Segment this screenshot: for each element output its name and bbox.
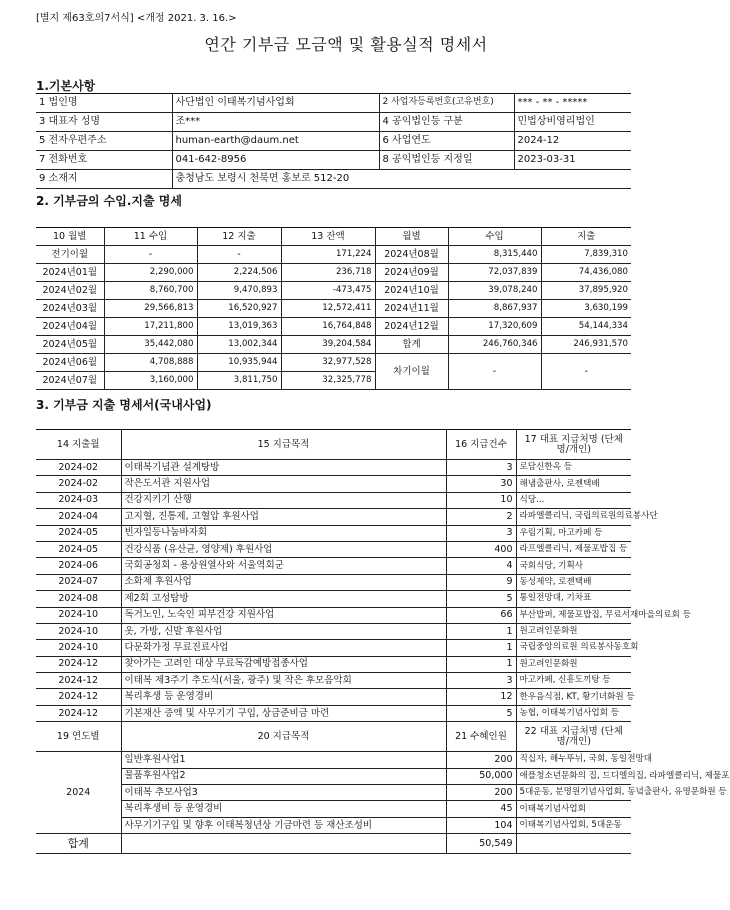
month: 2024-12 bbox=[36, 705, 121, 721]
month: 2024-10 bbox=[36, 623, 121, 639]
count: 66 bbox=[446, 607, 516, 623]
purpose: 찾아가는 고려인 대상 무료독감예방접종사업 bbox=[121, 656, 446, 672]
count: 2 bbox=[446, 509, 516, 525]
table-row bbox=[36, 817, 631, 833]
label: 5 전자우편주소 bbox=[36, 132, 172, 151]
purpose: 복리후생 등 운영경비 bbox=[121, 689, 446, 705]
month: 전기이월 bbox=[36, 246, 104, 264]
month: 2024-05 bbox=[36, 525, 121, 541]
col-header: 13 잔액 bbox=[281, 228, 375, 246]
table-row bbox=[36, 574, 631, 590]
purpose: 빈자일등나눔바자회 bbox=[121, 525, 446, 541]
recipient: 원고려인문화원 bbox=[516, 656, 631, 672]
month: 2024-04 bbox=[36, 509, 121, 525]
table-row bbox=[36, 509, 631, 525]
empty-cell bbox=[516, 834, 631, 854]
month: 2024-10 bbox=[36, 640, 121, 656]
document-title: 연간 기부금 모금액 및 활용실적 명세서 bbox=[204, 35, 488, 54]
basic-info-row bbox=[36, 113, 631, 132]
expense: 9,470,893 bbox=[197, 282, 281, 300]
purpose: 옷, 가방, 신발 후원사업 bbox=[121, 623, 446, 639]
beneficiaries: 50,000 bbox=[446, 768, 516, 784]
purpose: 기본재산 증액 및 사무기기 구입, 상금준비금 마련 bbox=[121, 705, 446, 721]
form-id: [별지 제63호의7서식] <개정 2021. 3. 16.> bbox=[36, 13, 237, 24]
header-row bbox=[36, 228, 631, 246]
income: 8,867,937 bbox=[448, 300, 541, 318]
label: 6 사업연도 bbox=[379, 132, 514, 151]
table-row bbox=[36, 336, 631, 354]
month: 2024년11월 bbox=[375, 300, 448, 318]
total-expense: 246,931,570 bbox=[541, 336, 631, 354]
recipient: 이태복기념사업회, 5대운동 bbox=[516, 817, 631, 833]
purpose: 이태복 제3주기 추도식(서울, 광주) 및 작은 후모음악회 bbox=[121, 673, 446, 689]
value: 041-642-8956 bbox=[172, 151, 379, 170]
col-header: 월별 bbox=[375, 228, 448, 246]
table-row bbox=[36, 558, 631, 574]
recipient: 식당... bbox=[516, 492, 631, 508]
year: 2024 bbox=[36, 752, 121, 834]
value: 조*** bbox=[172, 113, 379, 132]
address-value: 충청남도 보령시 천북면 홍보로 512-20 bbox=[172, 170, 631, 189]
expense: 13,002,344 bbox=[197, 336, 281, 354]
month: 2024년10월 bbox=[375, 282, 448, 300]
income: 8,760,700 bbox=[104, 282, 197, 300]
balance: -473,475 bbox=[281, 282, 375, 300]
basic-info-row bbox=[36, 170, 631, 189]
col-header: 19 연도별 bbox=[36, 722, 121, 752]
expense: 3,811,750 bbox=[197, 372, 281, 390]
table-row bbox=[36, 354, 631, 372]
count: 12 bbox=[446, 689, 516, 705]
table-row bbox=[36, 801, 631, 817]
recipient: 라프엘클리닉, 제물포밥집 등 bbox=[516, 541, 631, 557]
value: *** - ** - ***** bbox=[514, 94, 631, 113]
income: 72,037,839 bbox=[448, 264, 541, 282]
table-row bbox=[36, 525, 631, 541]
header-row bbox=[36, 430, 631, 460]
value: 사단법인 이태복기념사업회 bbox=[172, 94, 379, 113]
month: 2024-07 bbox=[36, 574, 121, 590]
carry-income: - bbox=[448, 354, 541, 390]
count: 5 bbox=[446, 705, 516, 721]
col-header: 11 수입 bbox=[104, 228, 197, 246]
recipient: 동성제약, 로젠택배 bbox=[516, 574, 631, 590]
total-label: 합계 bbox=[375, 336, 448, 354]
count: 3 bbox=[446, 525, 516, 541]
income: 17,320,609 bbox=[448, 318, 541, 336]
month: 2024년07월 bbox=[36, 372, 104, 390]
income: 17,211,800 bbox=[104, 318, 197, 336]
recipient: 라파엘클리닉, 국립의료원의료봉사단 bbox=[516, 509, 631, 525]
count: 9 bbox=[446, 574, 516, 590]
recipient: 원고려인문화원 bbox=[516, 623, 631, 639]
month: 2024년01월 bbox=[36, 264, 104, 282]
table-row bbox=[36, 656, 631, 672]
purpose: 건강지키기 산행 bbox=[121, 492, 446, 508]
month: 2024-05 bbox=[36, 541, 121, 557]
count: 10 bbox=[446, 492, 516, 508]
col-header: 20 지급목적 bbox=[121, 722, 446, 752]
income: 8,315,440 bbox=[448, 246, 541, 264]
income: 3,160,000 bbox=[104, 372, 197, 390]
value: 2023-03-31 bbox=[514, 151, 631, 170]
recipient: 부산밥퍼, 제물포밥집, 무료서재마을의료회 등 bbox=[516, 607, 631, 623]
value: 민법상비영리법인 bbox=[514, 113, 631, 132]
address-label: 9 소재지 bbox=[36, 170, 172, 189]
label: 7 전화번호 bbox=[36, 151, 172, 170]
col-header: 21 수혜인원 bbox=[446, 722, 516, 752]
count: 1 bbox=[446, 656, 516, 672]
month: 2024년09월 bbox=[375, 264, 448, 282]
purpose: 이태복기념관 설계탕방 bbox=[121, 460, 446, 476]
total-row bbox=[36, 834, 631, 854]
balance: 32,977,528 bbox=[281, 354, 375, 372]
total-income: 246,760,346 bbox=[448, 336, 541, 354]
count: 400 bbox=[446, 541, 516, 557]
col-header: 수입 bbox=[448, 228, 541, 246]
count: 3 bbox=[446, 460, 516, 476]
count: 1 bbox=[446, 623, 516, 639]
purpose: 국회공청회 - 용상원열사와 서울역회군 bbox=[121, 558, 446, 574]
month: 2024년12월 bbox=[375, 318, 448, 336]
table-row bbox=[36, 264, 631, 282]
basic-info-row bbox=[36, 151, 631, 170]
table-row bbox=[36, 673, 631, 689]
expense: 2,224,506 bbox=[197, 264, 281, 282]
purpose: 소화제 후원사업 bbox=[121, 574, 446, 590]
balance: 12,572,411 bbox=[281, 300, 375, 318]
recipient: 농협, 이태복기념사업회 등 bbox=[516, 705, 631, 721]
income: 39,078,240 bbox=[448, 282, 541, 300]
table-row bbox=[36, 607, 631, 623]
month: 2024년03월 bbox=[36, 300, 104, 318]
expense: 54,144,334 bbox=[541, 318, 631, 336]
purpose: 사무기기구입 및 향후 이태복청년상 기금마련 등 재산조성비 bbox=[121, 817, 446, 833]
col-header: 10 월별 bbox=[36, 228, 104, 246]
purpose: 건강식품 (유산균, 영양제) 후원사업 bbox=[121, 541, 446, 557]
balance: 171,224 bbox=[281, 246, 375, 264]
col-header: 14 지출월 bbox=[36, 430, 121, 460]
income-expense-table bbox=[36, 227, 631, 390]
section2-heading: 2. 기부금의 수입.지출 명세 bbox=[36, 194, 182, 208]
col-header: 12 지출 bbox=[197, 228, 281, 246]
table-row bbox=[36, 785, 631, 801]
table-row bbox=[36, 640, 631, 656]
empty-cell bbox=[121, 834, 446, 854]
recipient: 국립중앙의료원 의료봉사동호회 bbox=[516, 640, 631, 656]
beneficiaries: 200 bbox=[446, 752, 516, 768]
basic-info-row bbox=[36, 94, 631, 113]
table-row bbox=[36, 541, 631, 557]
total-label: 합계 bbox=[36, 834, 121, 854]
purpose: 다문화가정 무료진료사업 bbox=[121, 640, 446, 656]
purpose: 제2회 고성탐방 bbox=[121, 591, 446, 607]
recipient: 애플청소년문화의 집, 드디엘의집, 라파엘클리닉, 제물포 bbox=[516, 768, 631, 784]
recipient: 이태복기념사업회 bbox=[516, 801, 631, 817]
table-row bbox=[36, 591, 631, 607]
recipient: 통일전망대, 기차표 bbox=[516, 591, 631, 607]
beneficiaries: 45 bbox=[446, 801, 516, 817]
month: 2024-06 bbox=[36, 558, 121, 574]
count: 1 bbox=[446, 640, 516, 656]
expense: 13,019,363 bbox=[197, 318, 281, 336]
month: 2024년08월 bbox=[375, 246, 448, 264]
expense: - bbox=[197, 246, 281, 264]
purpose: 물품후원사업2 bbox=[121, 768, 446, 784]
table-row bbox=[36, 768, 631, 784]
table-row bbox=[36, 689, 631, 705]
expense: 10,935,944 bbox=[197, 354, 281, 372]
label: 8 공익법인등 지정일 bbox=[379, 151, 514, 170]
recipient: 해냄출판사, 로젠택배 bbox=[516, 476, 631, 492]
table-row bbox=[36, 476, 631, 492]
recipient: 직십자, 해누뚜뉘, 국회, 동일전망대 bbox=[516, 752, 631, 768]
value: human-earth@daum.net bbox=[172, 132, 379, 151]
carry-label: 차기이월 bbox=[375, 354, 448, 390]
section3-heading: 3. 기부금 지출 명세서(국내사업) bbox=[36, 398, 212, 412]
month: 2024년06월 bbox=[36, 354, 104, 372]
expenditure-table bbox=[36, 429, 730, 854]
recipient: 5대운동, 분명원기념사업회, 동녘출판사, 유명문화원 등 bbox=[516, 785, 631, 801]
count: 3 bbox=[446, 673, 516, 689]
section1-heading: 1.기본사항 bbox=[36, 79, 96, 93]
label: 3 대표자 성명 bbox=[36, 113, 172, 132]
month: 2024년02월 bbox=[36, 282, 104, 300]
purpose: 고지혈, 진통제, 고혈압 후원사업 bbox=[121, 509, 446, 525]
income: 35,442,080 bbox=[104, 336, 197, 354]
recipient: 로담신한옥 등 bbox=[516, 460, 631, 476]
table-row bbox=[36, 300, 631, 318]
carry-expense: - bbox=[541, 354, 631, 390]
col-header: 22 대표 지급처명 (단체명/개인) bbox=[516, 722, 631, 752]
table-row bbox=[36, 705, 631, 721]
purpose: 작은도서관 지원사업 bbox=[121, 476, 446, 492]
income: 2,290,000 bbox=[104, 264, 197, 282]
balance: 39,204,584 bbox=[281, 336, 375, 354]
purpose: 일반후원사업1 bbox=[121, 752, 446, 768]
table-row bbox=[36, 246, 631, 264]
expense: 3,630,199 bbox=[541, 300, 631, 318]
month: 2024-12 bbox=[36, 673, 121, 689]
count: 4 bbox=[446, 558, 516, 574]
col-header: 17 대표 지급처명 (단체명/개인) bbox=[516, 430, 631, 460]
expense: 16,520,927 bbox=[197, 300, 281, 318]
table-row bbox=[36, 492, 631, 508]
purpose: 복리후생비 등 운영경비 bbox=[121, 801, 446, 817]
header-row bbox=[36, 722, 631, 752]
balance: 16,764,848 bbox=[281, 318, 375, 336]
table-row bbox=[36, 282, 631, 300]
count: 5 bbox=[446, 591, 516, 607]
beneficiaries: 104 bbox=[446, 817, 516, 833]
col-header: 지출 bbox=[541, 228, 631, 246]
month: 2024년04월 bbox=[36, 318, 104, 336]
col-header: 16 지급건수 bbox=[446, 430, 516, 460]
month: 2024-12 bbox=[36, 689, 121, 705]
month: 2024-12 bbox=[36, 656, 121, 672]
value: 2024-12 bbox=[514, 132, 631, 151]
recipient: 국회식당, 기획사 bbox=[516, 558, 631, 574]
label: 4 공익법인등 구분 bbox=[379, 113, 514, 132]
month: 2024-08 bbox=[36, 591, 121, 607]
col-header: 15 지급목적 bbox=[121, 430, 446, 460]
recipient: 마고카페, 신흥도끼탕 등 bbox=[516, 673, 631, 689]
table-row bbox=[36, 318, 631, 336]
count: 30 bbox=[446, 476, 516, 492]
balance: 236,718 bbox=[281, 264, 375, 282]
table-row bbox=[36, 623, 631, 639]
beneficiaries: 200 bbox=[446, 785, 516, 801]
basic-info-row bbox=[36, 132, 631, 151]
month: 2024-03 bbox=[36, 492, 121, 508]
expense: 7,839,310 bbox=[541, 246, 631, 264]
purpose: 독거노인, 노숙인 피부건강 지원사업 bbox=[121, 607, 446, 623]
income: 4,708,888 bbox=[104, 354, 197, 372]
label: 2 사업자등록번호(고유번호) bbox=[379, 94, 514, 113]
table-row bbox=[36, 460, 631, 476]
basic-info-table bbox=[36, 93, 631, 189]
expense: 74,436,080 bbox=[541, 264, 631, 282]
balance: 32,325,778 bbox=[281, 372, 375, 390]
recipient: 한우음식점, KT, 황기녀화원 등 bbox=[516, 689, 631, 705]
purpose: 이태복 추모사업3 bbox=[121, 785, 446, 801]
expense: 37,895,920 bbox=[541, 282, 631, 300]
total-beneficiaries: 50,549 bbox=[446, 834, 516, 854]
income: 29,566,813 bbox=[104, 300, 197, 318]
table-row bbox=[36, 752, 631, 768]
month: 2024-02 bbox=[36, 460, 121, 476]
month: 2024년05월 bbox=[36, 336, 104, 354]
month: 2024-10 bbox=[36, 607, 121, 623]
income: - bbox=[104, 246, 197, 264]
recipient: 우림기획, 마고카페 등 bbox=[516, 525, 631, 541]
label: 1 법인명 bbox=[36, 94, 172, 113]
month: 2024-02 bbox=[36, 476, 121, 492]
